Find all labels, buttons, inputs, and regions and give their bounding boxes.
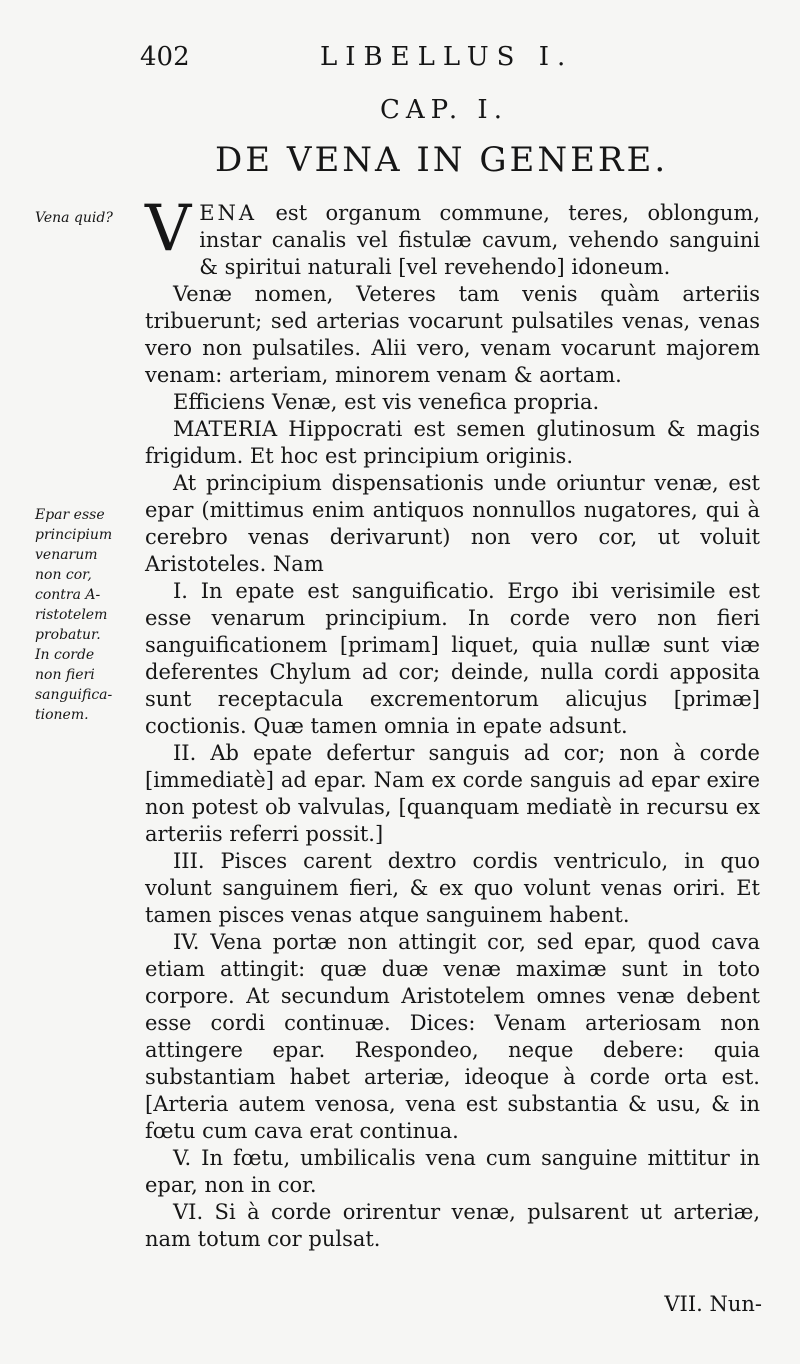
chapter-title: DE VENA IN GENERE. (215, 140, 669, 180)
margin-note-line: venarum (35, 547, 98, 563)
chapter-number: CAP. I. (380, 95, 508, 125)
body-text (145, 192, 760, 1253)
paragraph-text: est organum commune, teres, oblongum, instar canalis vel fistulæ cavum, vehendo sanguini & spiritui naturali [vel revehendo] idoneum. (199, 201, 760, 279)
margin-note-line: non cor, (35, 567, 92, 583)
paragraph-argument-5: V. In fœtu, umbilicalis vena cum sanguine mittitur in epar, non in cor. (145, 1146, 760, 1197)
margin-note-line: Epar esse (35, 507, 105, 523)
smallcaps-word: ENA (199, 201, 258, 225)
paragraph-argument-2: II. Ab epate defertur sanguis ad cor; non à corde [immediatè] ad epar. Nam ex corde sanguis ad epar exire non potest ob valvulas, [quanquam mediatè in recursu ex arteriis referri possit.] (145, 741, 760, 846)
paragraph: At principium dispensationis unde oriuntur venæ, est epar (mittimus enim antiquos nonnullos nugatores, qui à cerebro venas derivarunt) non vero cor, ut voluit Aristoteles. Nam (145, 471, 760, 576)
paragraph: Venæ nomen, Veteres tam venis quàm arteriis tribuerunt; sed arterias vocarunt pulsatiles venas, venas vero non pulsatiles. Alii vero, venam vocarunt majorem venam: arteriam, minorem venam & aortam. (145, 282, 760, 387)
margin-note-line: ristotelem (35, 607, 108, 623)
paragraph-argument-4: IV. Vena portæ non attingit cor, sed epar, quod cava etiam attingit: quæ duæ venæ maximæ sunt in toto corpore. At secundum Aristotelem omnes venæ debent esse cordi continuæ. Dices: Venam arteriosam non attingere epar. Respondeo, neque debere: quia substantiam habet arteriæ, ideoque à corde orta est. [Arteria autem venosa, vena est substantia & usu, & in fœtu cum cava erat continua. (145, 930, 760, 1143)
catchword: VII. Nun- (664, 1292, 762, 1316)
margin-note-line: non fieri (35, 667, 95, 683)
paragraph: Efficiens Venæ, est vis venefica propria. (173, 390, 600, 414)
paragraph-argument-6: VI. Si à corde orirentur venæ, pulsarent ut arteriæ, nam totum cor pulsat. (145, 1200, 760, 1251)
margin-note-line: sanguifica- (35, 687, 113, 703)
running-title: LIBELLUS I. (320, 42, 574, 72)
page-number: 402 (140, 42, 190, 72)
page-header (140, 40, 780, 80)
margin-note-line: contra A- (35, 587, 101, 603)
paragraph: MATERIA Hippocrati est semen glutinosum & magis frigidum. Et hoc est principium originis. (145, 417, 760, 468)
margin-note-line: probatur. (35, 627, 101, 643)
margin-note-line: principium (35, 527, 113, 543)
drop-cap: V (145, 192, 192, 266)
paragraph-argument-3: III. Pisces carent dextro cordis ventriculo, in quo volunt sanguinem fieri, & ex quo volunt venas oriri. Et tamen pisces venas atque sanguinem habent. (145, 849, 760, 927)
margin-note-epar (35, 505, 145, 725)
margin-note-line: Vena quid? (35, 210, 113, 226)
margin-note-line: tionem. (35, 707, 89, 723)
margin-note-line: In corde (35, 647, 95, 663)
paragraph-argument-1: I. In epate est sanguificatio. Ergo ibi verisimile est esse venarum principium. In corde vero non fieri sanguificationem [primam] liquet, quia nullæ sunt viæ deferentes Chylum ad cor; deinde, nulla cordi apposita sunt receptacula excrementorum alicujus [primæ] coctionis. Quæ tamen omnia in epate adsunt. (145, 579, 760, 738)
paragraph-definition (145, 192, 760, 281)
margin-note-vena-quid (35, 208, 145, 228)
